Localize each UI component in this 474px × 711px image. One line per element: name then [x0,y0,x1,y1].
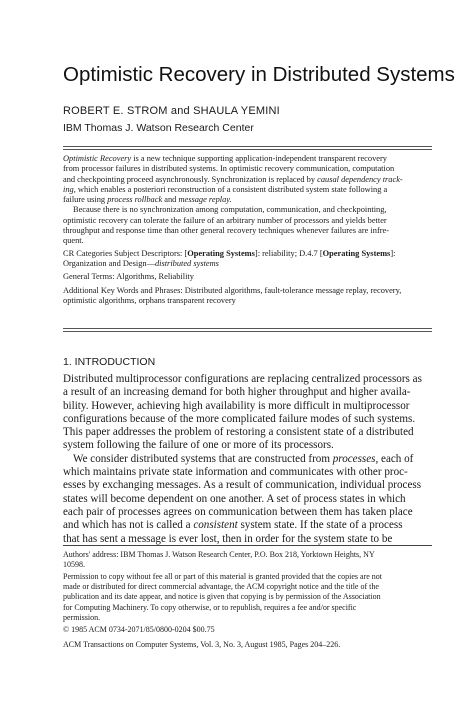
general-terms: General Terms: Algorithms, Reliability [63,272,194,282]
text-run: from processor failures in distributed systems. In optimistic recovery communication, computation [63,164,395,174]
text-line [63,386,433,399]
text-line [63,519,433,532]
text-run: throughput and response time than other general recovery techniques whenever failures are infre- [63,226,390,236]
text-run: system state. If the state of a process [237,519,403,532]
footnote-address [63,550,433,570]
footnote-line: permission. [63,612,101,622]
text-run: is a new technique supporting application-independent transparent recovery [131,154,387,163]
text-line [63,506,433,519]
author-names: ROBERT E. STROM and SHAULA YEMINI [63,105,280,117]
italic-run: process rollback [107,195,163,205]
text-run: ]: [390,248,396,258]
text-run: and [162,195,179,205]
text-line [63,479,433,492]
text-line [63,205,433,215]
text-line [63,426,433,439]
journal-citation: ACM Transactions on Computer Systems, Vol. 3, No. 3, August 1985, Pages 204–226. [63,640,341,649]
text-line [63,175,433,185]
text-run: optimistic recovery can tolerate the failure of an arbitrary number of processors and yields better [63,215,387,225]
text-line [63,154,433,164]
italic-run: ing, [63,184,76,194]
author-affiliation: IBM Thomas J. Watson Research Center [63,122,254,134]
text-run: a result of an increasing demand for both higher throughput and higher availa- [63,386,411,399]
text-line [63,216,433,226]
text-line [63,493,433,506]
italic-run: Optimistic Recovery [63,154,132,163]
text-run: states will become dependent on one another. A set of process states in which [63,492,406,505]
footnote-line: made or distributed for direct commercial advantage, the ACM copyright notice and the title of the [63,582,379,592]
text-run: Distributed multiprocessor configurations are replacing centralized processors as [63,373,422,385]
text-run: which maintains private state information and communicates with other proc- [63,466,408,479]
text-line [63,226,433,236]
bold-run: Operating Systems [322,248,391,258]
text-run: This paper addresses the problem of restoring a consistent state of a distributed [63,426,414,439]
intro-paragraph-2 [63,453,433,546]
text-run: and checkpointing proceed asynchronously. Synchronization is replaced by [63,174,318,184]
text-line [63,453,433,466]
text-run: We consider distributed systems that are constructed from [73,452,333,465]
text-run: which enables a posteriori reconstruction of a consistent distributed system state following a [75,184,388,194]
abstract-block [63,154,433,306]
text-run: each pair of processes agrees on communication between them has taken place [63,505,413,518]
text-run: system following the failure of one or more of its processors. [63,439,334,452]
text-run: Because there is no synchronization among computation, communication, and checkpointing, [73,205,387,215]
abstract-bottom-rule [63,328,432,332]
text-run: quent. [63,236,84,246]
text-run: and which has not is called a [63,519,194,532]
text-run: configurations because of the more complicated failure modes of such systems. [63,412,416,425]
text-run: ]: reliability; D.4.7 [ [254,248,323,258]
text-line [63,249,433,259]
footnote-line: publication and its date appear, and notice is given that copying is by permission of the Association [63,592,381,602]
footnote-rule [63,545,432,546]
abstract-paragraph-2 [63,205,433,246]
intro-body [63,373,433,546]
text-line [63,466,433,479]
text-line [63,185,433,195]
bold-run: Operating Systems [187,248,255,258]
text-line [63,195,433,205]
cr-categories [63,249,433,270]
italic-run: distributed systems [154,258,219,268]
text-run: that has sent a message is ever lost, then in order for the system state to be [63,532,393,545]
text-line [63,413,433,426]
text-line [63,439,433,452]
text-line [63,533,433,546]
keywords [63,286,433,307]
italic-run: message replay. [178,195,232,205]
text-line [63,164,433,174]
text-line [63,400,433,413]
keywords-line: optimistic algorithms, orphans transparent recovery [63,295,236,305]
italic-run: consistent [193,519,238,532]
text-run: CR Categories Subject Descriptors: [ [63,248,188,258]
text-run: Organization and Design— [63,258,155,268]
text-line [63,236,433,246]
paper-title: Optimistic Recovery in Distributed Systems [63,63,455,86]
text-line [63,373,433,386]
footnote-line: for Computing Machinery. To copy otherwise, or to republish, requires a fee and/or specific [63,602,357,612]
abstract-top-rule [63,146,432,150]
section-heading: 1. INTRODUCTION [63,356,156,368]
footnote-line: 10598. [63,560,85,570]
text-line [63,259,433,269]
footnote-permission [63,572,433,623]
abstract-paragraph-1 [63,154,433,205]
text-run: failure using [63,195,108,205]
italic-run: causal dependency track- [317,174,403,184]
text-run: each of [378,452,414,465]
copyright-line: © 1985 ACM 0734-2071/85/0800-0204 $00.75 [63,625,215,634]
keywords-line: Additional Key Words and Phrases: Distributed algorithms, fault-tolerance message replay, recovery, [63,285,402,295]
text-run: esses by exchanging messages. As a result of communication, individual process [63,479,422,492]
intro-paragraph-1 [63,373,433,453]
footnote-line: Permission to copy without fee all or part of this material is granted provided that the copies are not [63,572,383,581]
text-run: bility. However, achieving high availability is more difficult in multiprocessor [63,399,410,412]
footnote-line: Authors' address: IBM Thomas J. Watson Research Center, P.O. Box 218, Yorktown Heights, NY [63,550,375,559]
italic-run: processes, [332,452,379,465]
